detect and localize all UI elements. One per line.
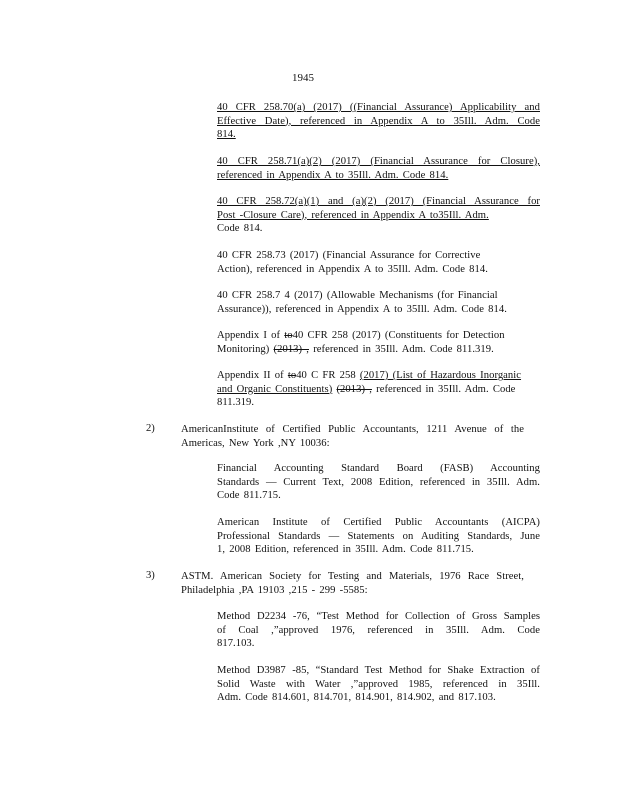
reference-entry-line [217,303,507,316]
reference-entry-line: 1, 2008 Edition, referenced in 35Ill. Adm. Code 811.715. [217,544,474,555]
reference-entry-line: Financial Accounting Standard Board (FASB) Accounting [217,463,540,474]
reference-entry-line [217,263,488,276]
reference-entry-line [217,101,540,114]
reference-entry-line [217,169,448,182]
reference-entry-line [217,396,254,409]
reference-entry-line [217,155,540,168]
entry-text: Appendix I of [217,330,285,341]
inserted-text: 40 CFR 258.71(a)(2) (2017) (Financial Assurance for Closure), [217,156,540,167]
entry-text: 40 CFR 258.73 (2017) (Financial Assurance for Corrective [217,250,481,261]
reference-entry-line: of Coal ,”approved 1976, referenced in 35Ill. Adm. Code [217,624,540,636]
reference-entry-line [217,343,494,356]
reference-entry-line [217,369,521,382]
section-number: 2) [146,423,155,434]
reference-entry-line [217,128,236,141]
reference-entry-line [217,115,540,128]
entry-text: 40 CFR 258 (2017) (Constituents for Detection [292,330,505,341]
section-number: 3) [146,570,155,581]
inserted-text: Post -Closure Care), referenced in Appendix A to35Ill. Adm. [217,209,489,221]
reference-entry-line: Method D2234 -76, “Test Method for Collection of Gross Samples [217,611,540,622]
reference-entry-line [217,383,515,396]
inserted-text: Effective Date), referenced in Appendix A to 35Ill. Adm. Code [217,115,540,127]
entry-text: referenced in 35Ill. Adm. Code 811.319. [309,343,494,355]
reference-entry-line: American Institute of Certified Public Accountants (AICPA) [217,517,540,528]
reference-entry-line: Adm. Code 814.601, 814.701, 814.901, 814.902, and 817.103. [217,692,496,703]
inserted-text: referenced in Appendix A to 35Ill. Adm. Code 814. [217,169,449,181]
entry-text: Code 814. [217,223,263,234]
reference-entry-line: Method D3987 -85, “Standard Test Method for Shake Extraction of [217,665,540,676]
entry-text: Action), referenced in Appendix A to 35Ill. Adm. Code 814. [217,263,488,275]
reference-entry-line: Code 811.715. [217,490,281,501]
entry-text: 811.319. [217,397,255,408]
entry-text: Assurance)), referenced in Appendix A to 35Ill. Adm. Code 814. [217,303,507,315]
section-heading-line: ASTM. American Society for Testing and Materials, 1976 Race Street, [181,571,524,582]
reference-entry-line [217,209,489,222]
entry-text: referenced in 35Ill. Adm. Code [371,383,516,395]
inserted-text: 40 CFR 258.70(a) (2017) ((Financial Assurance) Applicability and [217,102,540,113]
page-number: 1945 [292,72,314,84]
inserted-text: (2017) (List of Hazardous Inorganic [359,370,522,381]
section-heading-line: Americas, New York ,NY 10036: [181,437,330,449]
entry-text: Monitoring) [217,343,274,355]
struck-text: (2013) , [273,343,309,355]
inserted-text: 814. [217,129,236,140]
section-heading-line: Philadelphia ,PA 19103 ,215 - 299 -5585: [181,584,368,596]
struck-text: to [287,370,297,381]
reference-entry-line [217,329,505,342]
struck-text: to [284,330,293,341]
entry-text: Appendix II of [217,370,288,381]
reference-entry-line: Standards — Current Text, 2008 Edition, referenced in 35Ill. Adm. [217,476,540,488]
inserted-text: and Organic Constituents) [217,383,333,395]
reference-entry-line [217,249,480,262]
section-heading-line: AmericanInstitute of Certified Public Accountants, 1211 Avenue of the [181,424,524,435]
entry-text: 40 C FR 258 [296,370,360,381]
reference-entry-line: Solid Waste with Water ,”approved 1985, referenced in 35Ill. [217,678,540,690]
struck-text: (2013) , [336,383,372,395]
reference-entry-line [217,222,263,235]
reference-entry-line [217,195,540,208]
reference-entry-line [217,289,498,302]
reference-entry-line: Professional Standards — Statements on Auditing Standards, June [217,530,540,542]
reference-entry-line: 817.103. [217,638,255,649]
inserted-text: 40 CFR 258.72(a)(1) and (a)(2) (2017) (Financial Assurance for [217,196,540,207]
entry-text: 40 CFR 258.7 4 (2017) (Allowable Mechanisms (for Financial [217,290,498,301]
